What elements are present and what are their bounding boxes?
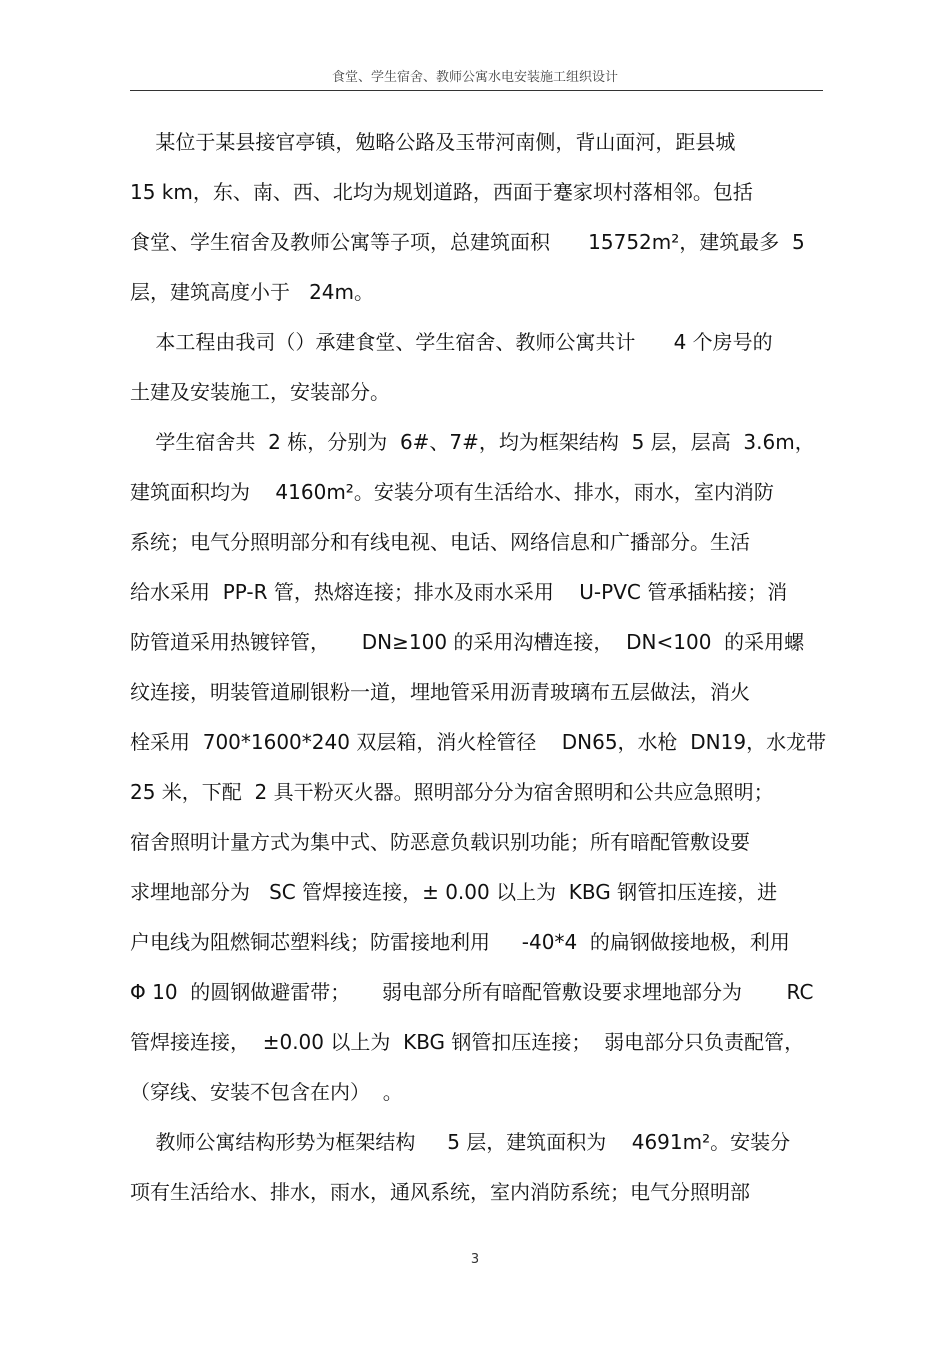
- text-line: 25 米，下配 2 具干粉灭火器。照明部分分为宿舍照明和公共应急照明；: [130, 780, 774, 804]
- text-line: 求埋地部分为 SC 管焊接连接，± 0.00 以上为 KBG 钢管扣压连接，进: [130, 880, 778, 904]
- page-number: 3: [470, 1252, 480, 1267]
- text-line: （穿线、安装不包含在内） 。: [130, 1080, 403, 1104]
- text-line: 系统；电气分照明部分和有线电视、电话、网络信息和广播部分。生活: [130, 530, 750, 554]
- text-line: 管焊接连接， ±0.00 以上为 KBG 钢管扣压连接； 弱电部分只负责配管，: [130, 1030, 805, 1054]
- text-line: 教师公寓结构形势为框架结构 5 层，建筑面积为 4691m²。安装分: [130, 1130, 791, 1154]
- text-line: Φ 10 的圆钢做避雷带； 弱电部分所有暗配管敷设要求埋地部分为 RC: [130, 980, 814, 1004]
- text-line: 学生宿舍共 2 栋，分别为 6#、7#，均为框架结构 5 层，层高 3.6m，: [130, 430, 815, 454]
- text-line: 给水采用 PP-R 管，热熔连接；排水及雨水采用 U-PVC 管承插粘接；消: [130, 580, 788, 604]
- text-line: 层，建筑高度小于 24m。: [130, 280, 375, 304]
- page-header-title: 食堂、学生宿舍、教师公寓水电安装施工组织设计: [331, 70, 618, 85]
- text-line: 纹连接，明装管道刷银粉一道，埋地管采用沥青玻璃布五层做法，消火: [130, 680, 750, 704]
- text-line: 宿舍照明计量方式为集中式、防恶意负载识别功能；所有暗配管敷设要: [130, 830, 750, 854]
- text-line: 项有生活给水、排水，雨水，通风系统，室内消防系统；电气分照明部: [130, 1180, 750, 1204]
- text-line: 食堂、学生宿舍及教师公寓等子项，总建筑面积 15752m²，建筑最多 5: [130, 230, 805, 254]
- text-line: 15 km，东、南、西、北均为规划道路，西面于蹇家坝村落相邻。包括: [130, 180, 753, 204]
- text-line: 户电线为阻燃铜芯塑料线；防雷接地利用 -40*4 的扁钢做接地极，利用: [130, 930, 790, 954]
- header-divider: [130, 90, 823, 91]
- text-line: 土建及安装施工，安装部分。: [130, 380, 390, 404]
- text-line: 防管道采用热镀锌管， DN≥100 的采用沟槽连接， DN<100 的采用螺: [130, 630, 805, 654]
- text-line: 建筑面积均为 4160m²。安装分项有生活给水、排水，雨水，室内消防: [130, 480, 774, 504]
- text-line: 栓采用 700*1600*240 双层箱，消火栓管径 DN65，水枪 DN19，水龙带: [130, 730, 827, 754]
- text-line: 某位于某县接官亭镇，勉略公路及玉带河南侧，背山面河，距县城: [130, 130, 736, 154]
- text-line: 本工程由我司（）承建食堂、学生宿舍、教师公寓共计 4 个房号的: [130, 330, 773, 354]
